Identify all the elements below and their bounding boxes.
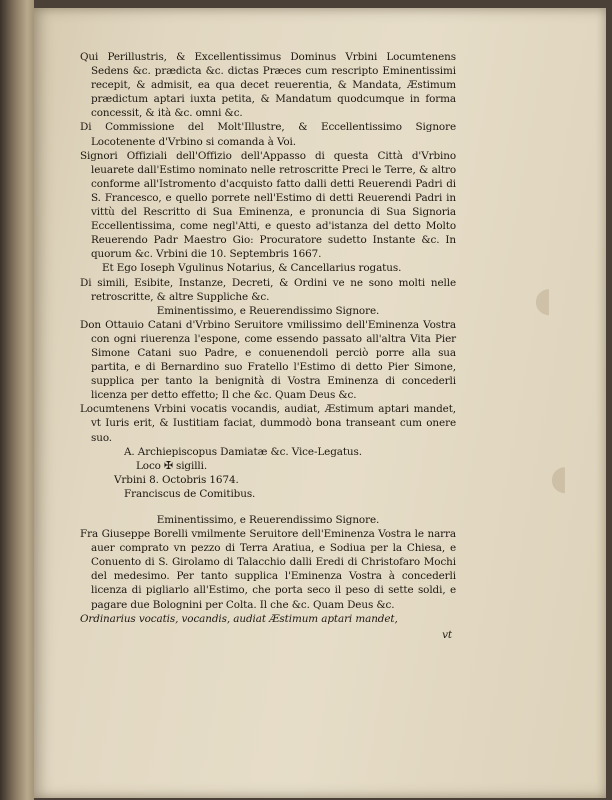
- catchword: vt: [442, 628, 452, 641]
- paragraph-ordinarius: Ordinarius vocatis, vocandis, audiat Æstimum aptari mandet,: [80, 612, 398, 625]
- seal-line: [80, 459, 456, 473]
- salutation-heading: Eminentissimo, e Reuerendissimo Signore.: [156, 304, 380, 317]
- seal-label: Loco: [136, 459, 161, 472]
- paragraph-petition-borelli: Fra Giuseppe Borelli vmilmente Seruitore dell'Eminenza Vostra le narra auer comprato vn pezzo di Terra Aratiua, e Sodiua per la Chiesa, e Conuento di S. Girolamo di Talacchio dalli Eredi di Christofaro Mochi del medesimo. Per tanto supplica l'Eminenza Vostra à concederli licenza di pigliarlo all'Estimo, che porta seco il peso di sette soldi, e pagare due Bolognini per Colta. Il che &c. Quam Deus &c.: [80, 528, 456, 611]
- salutation-heading-2: Eminentissimo, e Reuerendissimo Signore.: [156, 514, 380, 526]
- paragraph-commission: Di Commissione del Molt'Illustre, & Eccellentissimo Signore Locotenente d'Vrbino si comanda à Voi.: [80, 121, 456, 148]
- paragraph-petition-catani: Don Ottauio Catani d'Vrbino Seruitore vmilissimo dell'Eminenza Vostra con ogni riuerenza l'espone, come essendo passato all'altra Vita Pier Simone Catani suo Padre, e conuenendoli perciò porre alla sua partita, e di Bernardino suo Fratello l'Estimo di detto Pier Simone, supplica per tanto la benignità di Vostra Eminenza di concederli licenza per detto effetto; Il che &c. Quam Deus &c.: [80, 318, 456, 402]
- left-page-edge: [0, 0, 34, 800]
- seal-label-2: sigilli.: [175, 459, 208, 472]
- archbishop-signature: A. Archiepiscopus Damiatæ &c. Vice-Legatus.: [124, 445, 362, 458]
- paragraph-decree: Qui Perillustris, & Excellentissimus Dominus Vrbini Locumtenens Sedens &c. prædicta &c. dictas Præces cum rescripto Eminentissimi recepit, & admisit, ea qua decet reuerentia, & Mandata, Æstimum prædictum aptari iuxta petita, & Mandatum quodcumque in forma concessit, & ità &c. omni &c.: [80, 51, 456, 120]
- document-page: [34, 8, 606, 798]
- bleed-through-mark: ◖: [550, 458, 568, 498]
- bleed-through-mark: ◖: [534, 280, 552, 320]
- paragraph-similar: Di simili, Esibite, Instanze, Decreti, & Ordini ve ne sono molti nelle retroscritte, & altre Suppliche &c.: [80, 276, 456, 303]
- notary-signature: Et Ego Ioseph Vgulinus Notarius, & Cancellarius rogatus.: [102, 262, 402, 275]
- date-line: Vrbini 8. Octobris 1674.: [114, 473, 239, 486]
- paragraph-order: Signori Offiziali dell'Offizio dell'Appasso di questa Città d'Vrbino leuarete dall'Estimo nominato nelle retroscritte Preci le Terre, & altro conforme all'Istromento d'acquisto fatto dalli detti Reuerendi Padri di S. Francesco, e quello porrete nell'Estimo di detti Reuerendi Padri in vittù del Rescritto di Sua Eminenza, e pronuncia di Sua Signoria Eccellentissima, come negl'Atti, e questo ad'istanza del detto Molto Reuerendo Padr Maestro Gio: Procuratore sudetto Instante &c. In quorum &c. Vrbini die 10. Septembris 1667.: [80, 149, 456, 261]
- text-block: [80, 50, 456, 652]
- seal-cross-icon: ✠: [163, 458, 173, 472]
- paragraph-rescript: Locumtenens Vrbini vocatis vocandis, audiat, Æstimum aptari mandet, vt Iuris erit, & Iustitiam faciat, dummodò bona transeant cum onere suo.: [80, 403, 456, 444]
- comitibus-signature: Franciscus de Comitibus.: [124, 487, 256, 500]
